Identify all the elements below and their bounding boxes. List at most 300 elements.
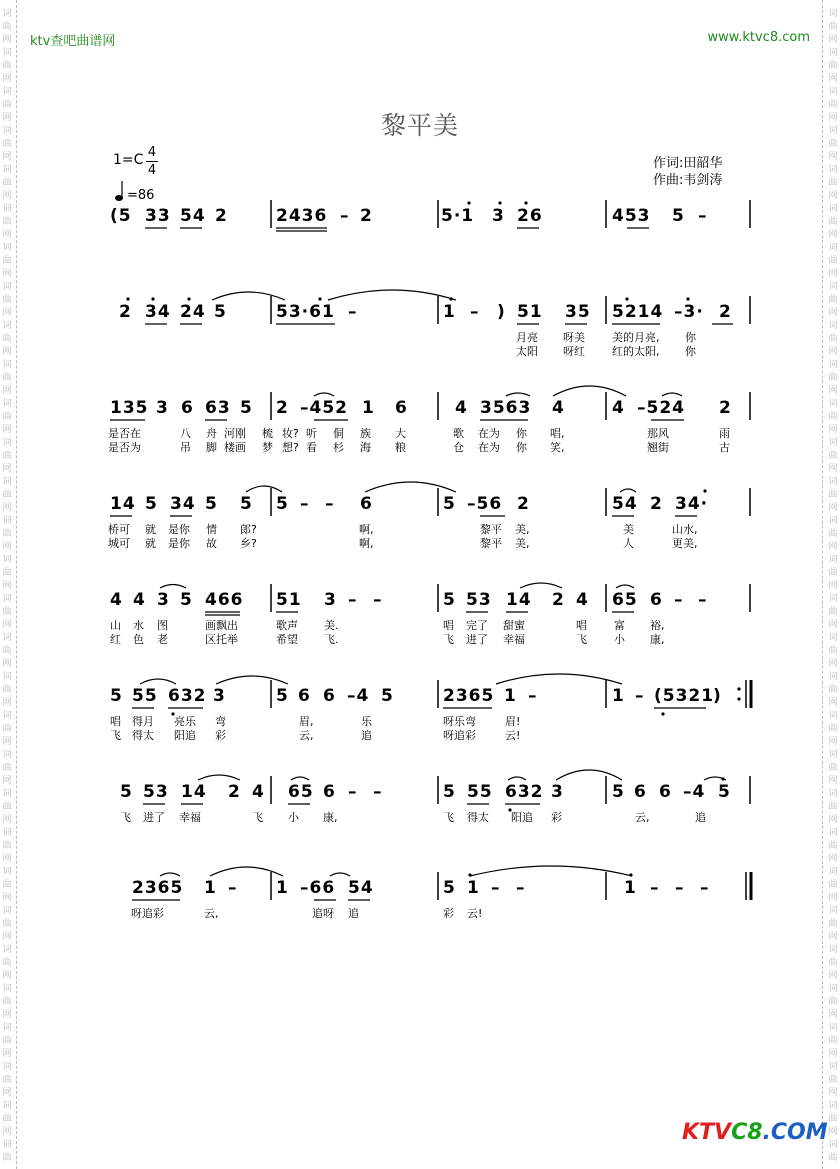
edge-watermark-glyph: 词 xyxy=(828,555,838,565)
lyric-syllable: 裕, xyxy=(650,619,665,632)
edge-watermark-glyph: 曲 xyxy=(2,22,12,32)
lyric-syllable: 大 xyxy=(395,427,406,440)
lyric-syllable: 红 xyxy=(110,633,121,646)
edge-watermark-glyph: 网 xyxy=(2,932,12,942)
note-group: 65 xyxy=(612,590,638,610)
edge-watermark-glyph: 曲 xyxy=(828,256,838,266)
octave-dot xyxy=(721,777,724,780)
edge-watermark-glyph: 词 xyxy=(828,126,838,136)
lyric-syllable: 山水, xyxy=(672,523,698,536)
lyric-syllable: 得太 xyxy=(132,729,154,742)
note-group: – xyxy=(674,590,684,610)
note-group: 6 xyxy=(395,398,408,418)
note-group: 632 xyxy=(168,686,207,706)
edge-watermark-glyph: 词 xyxy=(2,399,12,409)
edge-watermark-glyph: 曲 xyxy=(828,529,838,539)
lyric-syllable: 脚 xyxy=(206,441,217,454)
edge-watermark-glyph: 词 xyxy=(828,48,838,58)
edge-watermark-glyph: 网 xyxy=(828,347,838,357)
slur xyxy=(616,585,634,588)
time-denominator: 4 xyxy=(147,163,157,178)
lyric-syllable: 云, xyxy=(204,907,219,920)
edge-watermark-glyph: 词 xyxy=(2,360,12,370)
edge-watermark-glyph: 网 xyxy=(2,113,12,123)
note-group: 4 xyxy=(110,590,123,610)
note-group: – xyxy=(675,878,685,898)
edge-watermark-glyph: 网 xyxy=(2,269,12,279)
octave-dot-low xyxy=(661,712,664,715)
edge-watermark-glyph: 词 xyxy=(2,945,12,955)
edge-watermark-glyph: 曲 xyxy=(828,997,838,1007)
lyric-syllable: 彩 xyxy=(215,729,226,742)
lyric-syllable: 是否在 xyxy=(108,427,141,440)
note-group: 5 xyxy=(276,686,289,706)
edge-watermark-glyph: 词 xyxy=(2,282,12,292)
note-group: 53·61 xyxy=(276,302,335,322)
lyric-syllable: 美 xyxy=(623,523,634,536)
lyric-syllable: 追 xyxy=(361,729,372,742)
lyric-syllable: 小 xyxy=(288,811,299,824)
edge-watermark-glyph: 词 xyxy=(828,516,838,526)
lyric-syllable: 就 xyxy=(145,523,156,536)
edge-watermark-glyph: 网 xyxy=(2,464,12,474)
lyric-syllable: 啊, xyxy=(359,523,374,536)
octave-dot xyxy=(449,297,452,300)
note-group: 53 xyxy=(143,782,169,802)
note-group: 6 xyxy=(659,782,672,802)
edge-watermark-glyph: 曲 xyxy=(828,61,838,71)
lyric-syllable: 河刚 xyxy=(224,427,246,440)
note-group: – xyxy=(325,494,335,514)
lyric-syllable: 唱 xyxy=(576,619,587,632)
note-group: 54 xyxy=(348,878,374,898)
edge-watermark-glyph: 网 xyxy=(2,347,12,357)
lyric-syllable: 舟 xyxy=(206,427,217,440)
note-group: 5 xyxy=(443,782,456,802)
lyric-syllable: 完了 xyxy=(466,619,488,632)
edge-watermark-glyph: 曲 xyxy=(828,295,838,305)
edge-watermark-glyph: 曲 xyxy=(828,802,838,812)
lyric-syllable: 是你 xyxy=(168,537,190,550)
edge-watermark-glyph: 曲 xyxy=(2,139,12,149)
lyric-syllable: 飞 xyxy=(443,633,454,646)
note-group: 5 xyxy=(110,686,123,706)
slur xyxy=(520,583,562,588)
edge-watermark-glyph: 词 xyxy=(2,87,12,97)
edge-watermark-glyph: 曲 xyxy=(828,139,838,149)
edge-watermark-glyph: 曲 xyxy=(828,880,838,890)
edge-watermark-glyph: 曲 xyxy=(828,646,838,656)
octave-dot xyxy=(187,297,190,300)
note-group: 2 xyxy=(719,302,732,322)
lyric-syllable: 更美, xyxy=(672,537,698,550)
edge-watermark-glyph: 网 xyxy=(2,737,12,747)
note-group: –3· xyxy=(674,302,704,322)
note-group: 4 xyxy=(576,590,589,610)
lyric-syllable: 八 xyxy=(180,427,191,440)
slur xyxy=(140,679,176,684)
edge-watermark-glyph: 词 xyxy=(2,672,12,682)
slur xyxy=(328,290,456,300)
note-group: 5 xyxy=(240,494,253,514)
edge-watermark-glyph: 词 xyxy=(828,1023,838,1033)
note-group: –524 xyxy=(637,398,685,418)
edge-watermark-glyph: 网 xyxy=(2,35,12,45)
note-group: 2 xyxy=(552,590,565,610)
edge-watermark-glyph: 网 xyxy=(2,1127,12,1137)
edge-watermark-glyph: 词 xyxy=(2,204,12,214)
lyric-syllable: 美, xyxy=(515,537,530,550)
edge-watermark-glyph: 网 xyxy=(2,1049,12,1059)
ktvc8-logo[interactable]: KTVC8.COM xyxy=(682,1120,828,1145)
edge-watermark-glyph: 词 xyxy=(2,9,12,19)
edge-watermark-glyph: 网 xyxy=(828,1088,838,1098)
edge-watermark-glyph: 词 xyxy=(828,750,838,760)
note-group: 6 xyxy=(650,590,663,610)
time-numerator: 4 xyxy=(147,145,157,160)
edge-watermark-glyph: 词 xyxy=(828,945,838,955)
edge-watermark-glyph: 网 xyxy=(828,113,838,123)
note-group: – xyxy=(491,878,501,898)
edge-watermark-glyph: 曲 xyxy=(2,880,12,890)
note-group: 54 xyxy=(612,494,638,514)
note-group: – xyxy=(516,878,526,898)
lyric-syllable: 桥可 xyxy=(108,523,130,536)
edge-watermark-glyph: 网 xyxy=(2,425,12,435)
edge-watermark-glyph: 网 xyxy=(828,1049,838,1059)
slur xyxy=(620,489,636,492)
composer-credit: 作曲:韦剑涛 xyxy=(653,173,723,188)
lyric-syllable: 弯 xyxy=(215,715,226,728)
note-group: 14 xyxy=(110,494,136,514)
edge-watermark-glyph: 网 xyxy=(828,971,838,981)
note-group: 632 xyxy=(505,782,544,802)
edge-watermark-glyph: 曲 xyxy=(828,334,838,344)
note-group: 2 xyxy=(517,494,530,514)
lyric-syllable: 梦 xyxy=(262,441,273,454)
note-group: 4 xyxy=(552,398,565,418)
lyric-syllable: 呀追彩 xyxy=(443,729,476,742)
edge-watermark-glyph: 曲 xyxy=(828,1153,838,1163)
note-group: 5 xyxy=(180,590,193,610)
edge-watermark-glyph: 曲 xyxy=(2,334,12,344)
edge-watermark-glyph: 网 xyxy=(828,1127,838,1137)
edge-watermark-glyph: 网 xyxy=(2,542,12,552)
edge-watermark-glyph: 网 xyxy=(828,932,838,942)
lyric-syllable: 月亮 xyxy=(516,331,538,344)
edge-watermark-glyph: 曲 xyxy=(2,217,12,227)
note-group: 5 xyxy=(214,302,227,322)
lyric-syllable: 就 xyxy=(145,537,156,550)
lyric-syllable: 雨 xyxy=(719,427,730,440)
edge-watermark-glyph: 词 xyxy=(828,165,838,175)
edge-watermark-glyph: 词 xyxy=(828,282,838,292)
note-group: – xyxy=(698,590,708,610)
edge-watermark-glyph: 曲 xyxy=(828,958,838,968)
edge-watermark-glyph: 网 xyxy=(828,230,838,240)
lyric-syllable: 甜蜜 xyxy=(503,619,525,632)
edge-watermark-glyph: 网 xyxy=(828,776,838,786)
edge-watermark-glyph: 网 xyxy=(828,737,838,747)
lyric-syllable: 梳 xyxy=(262,427,273,440)
lyric-syllable: 富 xyxy=(614,619,625,632)
edge-watermark-glyph: 词 xyxy=(2,321,12,331)
note-group: 4 xyxy=(133,590,146,610)
lyric-syllable: 你 xyxy=(516,441,527,454)
lyric-syllable: 海 xyxy=(360,441,371,454)
note-group: 55 xyxy=(132,686,158,706)
slur xyxy=(198,775,240,780)
note-group: 2 xyxy=(719,398,732,418)
edge-watermark-glyph: 曲 xyxy=(828,568,838,578)
edge-watermark-glyph: 词 xyxy=(828,672,838,682)
edge-watermark-glyph: 曲 xyxy=(2,724,12,734)
edge-watermark-glyph: 网 xyxy=(828,386,838,396)
edge-watermark-glyph: 词 xyxy=(828,360,838,370)
edge-watermark-glyph: 曲 xyxy=(828,412,838,422)
edge-watermark-glyph: 网 xyxy=(828,620,838,630)
lyric-syllable: 在为 xyxy=(478,427,500,440)
slur xyxy=(216,676,288,684)
note-group: 34 xyxy=(170,494,196,514)
edge-watermark-glyph: 词 xyxy=(828,1101,838,1111)
edge-watermark-glyph: 词 xyxy=(2,477,12,487)
edge-watermark-glyph: 曲 xyxy=(2,256,12,266)
note-group: 35 xyxy=(565,302,591,322)
lyric-syllable: 进了 xyxy=(143,811,165,824)
edge-watermark-glyph: 网 xyxy=(828,425,838,435)
note-group: –66 xyxy=(300,878,336,898)
note-group: 5 xyxy=(612,782,625,802)
lyric-syllable: 阳追 xyxy=(511,811,533,824)
edge-watermark-glyph: 词 xyxy=(2,711,12,721)
note-group: 55 xyxy=(467,782,493,802)
edge-watermark-glyph: 词 xyxy=(2,438,12,448)
note-group: (5 xyxy=(110,206,132,226)
edge-watermark-glyph: 网 xyxy=(2,620,12,630)
edge-watermark-glyph: 曲 xyxy=(828,1036,838,1046)
lyric-syllable: 区托举 xyxy=(205,633,238,646)
edge-watermark-glyph: 网 xyxy=(828,1010,838,1020)
site-name-left[interactable]: ktv查吧曲谱网 xyxy=(30,34,116,49)
edge-watermark-glyph: 网 xyxy=(828,542,838,552)
lyric-syllable: 云! xyxy=(467,907,483,920)
edge-watermark-glyph: 曲 xyxy=(2,607,12,617)
note-group: 26 xyxy=(517,206,543,226)
edge-watermark-glyph: 曲 xyxy=(828,763,838,773)
edge-watermark-glyph: 网 xyxy=(2,893,12,903)
edge-watermark-glyph: 词 xyxy=(2,906,12,916)
note-group: 6 xyxy=(298,686,311,706)
edge-watermark-glyph: 词 xyxy=(828,438,838,448)
lyric-syllable: 飞 xyxy=(576,633,587,646)
slur xyxy=(314,393,334,396)
note-group: – xyxy=(348,590,358,610)
edge-watermark-glyph: 词 xyxy=(2,633,12,643)
note-group: 6 xyxy=(323,686,336,706)
lyric-syllable: 康, xyxy=(323,811,338,824)
slur xyxy=(553,386,626,396)
note-group: 5 xyxy=(443,878,456,898)
note-group: –452 xyxy=(300,398,348,418)
edge-watermark-glyph: 网 xyxy=(828,35,838,45)
note-group: 51 xyxy=(276,590,302,610)
edge-watermark-glyph: 曲 xyxy=(2,1153,12,1163)
octave-dot-low xyxy=(171,712,174,715)
note-group: 466 xyxy=(205,590,244,610)
slur xyxy=(556,770,622,780)
octave-dot xyxy=(467,201,470,204)
edge-watermark-glyph: 曲 xyxy=(2,802,12,812)
lyric-syllable: 图 xyxy=(157,619,168,632)
note-group: 1 xyxy=(612,686,625,706)
lyric-syllable: 是你 xyxy=(168,523,190,536)
edge-watermark-glyph: 词 xyxy=(2,1023,12,1033)
note-group: 5 xyxy=(443,590,456,610)
edge-watermark-glyph: 曲 xyxy=(828,685,838,695)
edge-watermark-glyph: 曲 xyxy=(2,1036,12,1046)
edge-watermark-glyph: 网 xyxy=(2,503,12,513)
lyric-syllable: 希望 xyxy=(276,633,298,646)
lyric-syllable: 飞 xyxy=(252,811,263,824)
edge-watermark-glyph: 曲 xyxy=(2,568,12,578)
slur xyxy=(160,873,180,876)
note-group: 6 xyxy=(360,494,373,514)
note-group: 2 xyxy=(228,782,241,802)
edge-watermark-glyph: 曲 xyxy=(2,100,12,110)
edge-watermark-glyph: 曲 xyxy=(2,178,12,188)
site-url-right[interactable]: www.ktvc8.com xyxy=(707,30,810,45)
edge-watermark-glyph: 词 xyxy=(828,867,838,877)
note-group: 5 xyxy=(672,206,685,226)
edge-watermark-glyph: 网 xyxy=(2,659,12,669)
lyric-syllable: 啊, xyxy=(359,537,374,550)
edge-watermark-glyph: 曲 xyxy=(2,1075,12,1085)
edge-watermark-glyph: 词 xyxy=(828,633,838,643)
edge-watermark-glyph: 网 xyxy=(2,815,12,825)
lyric-syllable: 看 xyxy=(306,441,317,454)
edge-watermark-glyph: 曲 xyxy=(2,763,12,773)
lyric-syllable: 是否为 xyxy=(108,441,141,454)
note-group: 2 xyxy=(276,398,289,418)
edge-watermark-glyph: 网 xyxy=(2,1088,12,1098)
lyric-syllable: 故 xyxy=(206,537,217,550)
lyric-syllable: 你 xyxy=(685,345,696,358)
slur xyxy=(470,866,632,876)
note-group: 5 xyxy=(718,782,731,802)
note-group: 1 xyxy=(443,302,456,322)
lyric-syllable: 楼画 xyxy=(224,441,246,454)
octave-dot-low xyxy=(508,808,511,811)
lyric-syllable: 乐 xyxy=(361,715,372,728)
lyric-syllable: 云! xyxy=(505,729,521,742)
edge-watermark-glyph: 词 xyxy=(828,243,838,253)
edge-watermark-glyph: 曲 xyxy=(2,841,12,851)
lyric-syllable: 你 xyxy=(516,427,527,440)
lyric-syllable: 山 xyxy=(110,619,121,632)
octave-dot xyxy=(686,297,689,300)
note-group: 5214 xyxy=(612,302,664,322)
lyric-syllable: 郎? xyxy=(240,523,257,536)
note-group: 3 xyxy=(213,686,226,706)
edge-watermark-glyph: 词 xyxy=(2,516,12,526)
note-group: 2 xyxy=(650,494,663,514)
edge-watermark-glyph: 网 xyxy=(2,386,12,396)
note-group: 1 xyxy=(362,398,375,418)
note-group: – xyxy=(373,782,383,802)
edge-watermark-glyph: 词 xyxy=(2,1140,12,1150)
edge-watermark-glyph: 词 xyxy=(2,555,12,565)
lyric-syllable: 飞. xyxy=(324,633,339,646)
edge-watermark-glyph: 词 xyxy=(828,87,838,97)
slur xyxy=(212,292,285,300)
lyric-syllable: 城可 xyxy=(108,537,130,550)
lyric-syllable: 追 xyxy=(695,811,706,824)
edge-watermark-glyph: 词 xyxy=(2,48,12,58)
lyric-syllable: 水 xyxy=(133,619,144,632)
lyric-syllable: 那风 xyxy=(647,427,669,440)
edge-watermark-glyph: 曲 xyxy=(2,958,12,968)
lyric-syllable: 幸福 xyxy=(503,633,525,646)
note-group: 4 xyxy=(612,398,625,418)
lyric-syllable: 彩 xyxy=(443,907,454,920)
octave-dot xyxy=(625,297,628,300)
note-group: – xyxy=(348,302,358,322)
note-group: 3 xyxy=(157,590,170,610)
note-group: 6 xyxy=(323,782,336,802)
edge-watermark-glyph: 曲 xyxy=(828,1114,838,1124)
edge-watermark-glyph: 曲 xyxy=(2,646,12,656)
lyric-syllable: 亮乐 xyxy=(174,715,196,728)
lyric-syllable: 黎平 xyxy=(480,537,502,550)
slur xyxy=(365,482,456,492)
edge-watermark-glyph: 网 xyxy=(828,854,838,864)
note-group: – xyxy=(470,302,480,322)
edge-watermark-glyph: 网 xyxy=(2,191,12,201)
lyric-syllable: 美的月亮, xyxy=(612,331,660,344)
note-group: 1 xyxy=(276,878,289,898)
lyric-syllable: 云, xyxy=(299,729,314,742)
edge-watermark-glyph: 曲 xyxy=(2,490,12,500)
lyric-syllable: 杉 xyxy=(333,441,344,454)
lyric-syllable: 得月 xyxy=(132,715,154,728)
slur xyxy=(508,777,526,780)
edge-watermark-glyph: 词 xyxy=(828,9,838,19)
edge-watermark-glyph: 曲 xyxy=(828,373,838,383)
note-group: 3 xyxy=(492,206,505,226)
lyric-syllable: 追呀 xyxy=(312,907,334,920)
lyric-syllable: 康, xyxy=(650,633,665,646)
edge-watermark-glyph: 网 xyxy=(2,1010,12,1020)
lyric-syllable: 呀追彩 xyxy=(131,907,164,920)
lyric-syllable: 翘街 xyxy=(647,441,669,454)
note-group: – xyxy=(528,686,538,706)
lyric-syllable: 笑, xyxy=(550,441,565,454)
edge-watermark-glyph: 曲 xyxy=(828,217,838,227)
lyric-syllable: 乡? xyxy=(240,537,257,550)
note-group: – xyxy=(348,782,358,802)
octave-dot xyxy=(151,297,154,300)
lyric-syllable: 呀美 xyxy=(563,331,585,344)
slur xyxy=(506,393,530,396)
note-group: 54 xyxy=(180,206,206,226)
song-title: 黎平美 xyxy=(380,111,459,140)
octave-dot xyxy=(524,201,527,204)
edge-watermark-glyph: 网 xyxy=(828,152,838,162)
edge-watermark-glyph: 网 xyxy=(828,191,838,201)
note-group: 5 xyxy=(205,494,218,514)
lyric-syllable: 飞 xyxy=(110,729,121,742)
